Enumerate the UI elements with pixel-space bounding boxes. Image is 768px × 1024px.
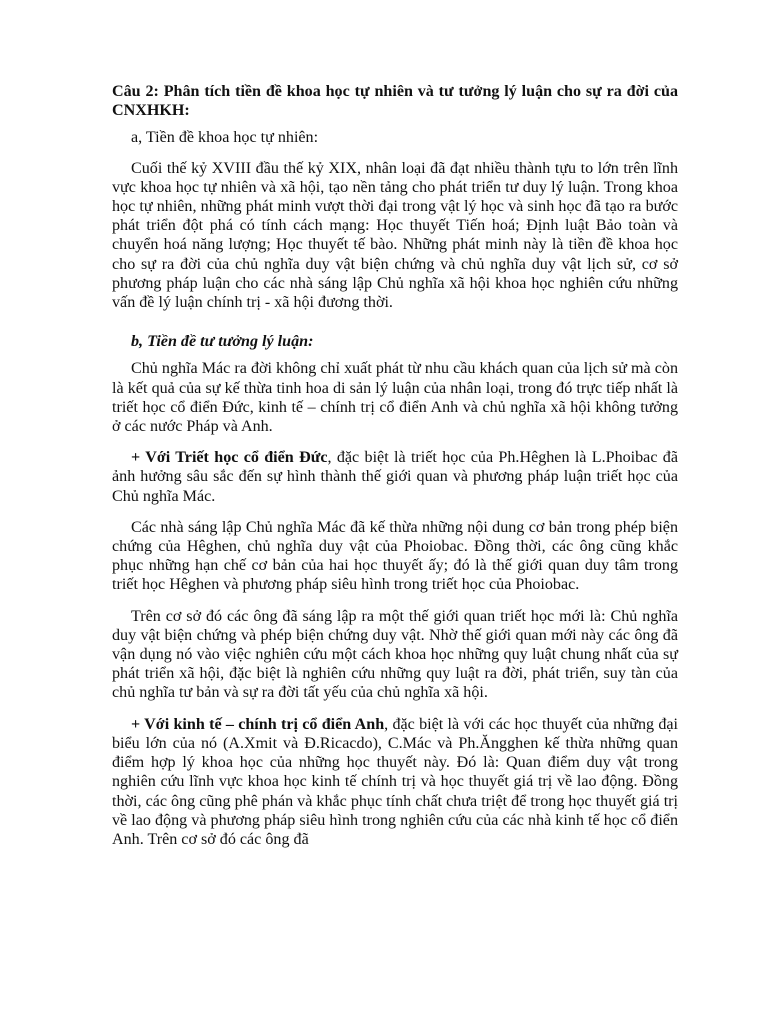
section-b-heading: b, Tiền đề tư tưởng lý luận: [131,333,314,351]
section-a-paragraph: Cuối thế kỷ XVIII đầu thế kỷ XIX, nhân loại đã đạt nhiều thành tựu to lớn trên lĩnh vực khoa học tự nhiên và xã hội, tạo nền tảng cho phát triển tư duy lý luận. Trong khoa học tự nhiên, những phát minh vượt thời đại trong vật lý học và sinh học đã tạo ra bước phát triển đột phá có tính cách mạng: Học thuyết Tiến hoá; Định luật Bảo toàn và chuyển hoá năng lượng; Học thuyết tế bào. Những phát minh này là tiền đề khoa học cho sự ra đời của chủ nghĩa duy vật biện chứng và chủ nghĩa duy vật lịch sử, cơ sở phương pháp luận cho các nhà sáng lập Chủ nghĩa xã hội khoa học nghiên cứu những vấn đề lý luận chính trị - xã hội đương thời. [112,159,678,312]
document-body [112,82,678,861]
paragraph-b3: Các nhà sáng lập Chủ nghĩa Mác đã kế thừa những nội dung cơ bản trong phép biện chứng của Hêghen, chủ nghĩa duy vật của Phoiobac. Đồng thời, các ông cũng khắc phục những hạn chế cơ bản của hai học thuyết ấy; đó là thế giới quan duy tâm trong triết học Hêghen và phương pháp siêu hình trong triết học của Phoiobac. [112,518,678,594]
question-title: Câu 2: Phân tích tiền đề khoa học tự nhiên và tư tưởng lý luận cho sự ra đời của CNXHKH: [112,83,678,120]
paragraph-b2 [112,448,678,506]
paragraph-b4: Trên cơ sở đó các ông đã sáng lập ra một thế giới quan triết học mới là: Chủ nghĩa duy vật biện chứng và phép biện chứng duy vật. Nhờ thế giới quan mới này các ông đã vận dụng nó vào việc nghiên cứu một cách khoa học những quy luật chung nhất của sự phát triển xã hội, đặc biệt là nghiên cứu những quy luật ra đời, phát triển, suy tàn của chủ nghĩa tư bản và sự ra đời tất yếu của chủ nghĩa xã hội. [112,607,678,702]
paragraph-b2-lead: + Với Triết học cổ điển Đức [131,449,328,467]
paragraph-b2-text: , đặc biệt là triết học của Ph.Hêghen là L.Phoibac đã ảnh hưởng sâu sắc đến sự hình thành thế giới quan và phương pháp luận triết học của Chủ nghĩa Mác. [112,449,678,505]
paragraph-b5-lead: + Với kinh tế – chính trị cổ điển Anh [131,715,385,733]
section-a-heading: a, Tiền đề khoa học tự nhiên: [131,129,319,147]
paragraph-b5 [112,715,678,849]
paragraph-b1: Chủ nghĩa Mác ra đời không chỉ xuất phát từ nhu cầu khách quan của lịch sử mà còn là kết quả của sự kế thừa tinh hoa di sản lý luận của nhân loại, trong đó trực tiếp nhất là triết học cổ điển Đức, kinh tế – chính trị cổ điển Anh và chủ nghĩa xã hội không tưởng ở các nước Pháp và Anh. [112,360,678,436]
paragraph-b5-text: , đặc biệt là với các học thuyết của những đại biểu lớn của nó (A.Xmit và Đ.Ricacdo), C.Mác và Ph.Ăngghen kế thừa những quan điểm hợp lý khoa học của những học thuyết này. Đó là: Quan điểm duy vật trong nghiên cứu lĩnh vực khoa học kinh tế chính trị và học thuyết giá trị về lao động. Đồng thời, các ông cũng phê phán và khắc phục tính chất chưa triệt để trong học thuyết giá trị về lao động và phương pháp siêu hình trong nghiên cứu của các nhà kinh tế học cổ điển Anh. Trên cơ sở đó các ông đã [112,715,678,848]
